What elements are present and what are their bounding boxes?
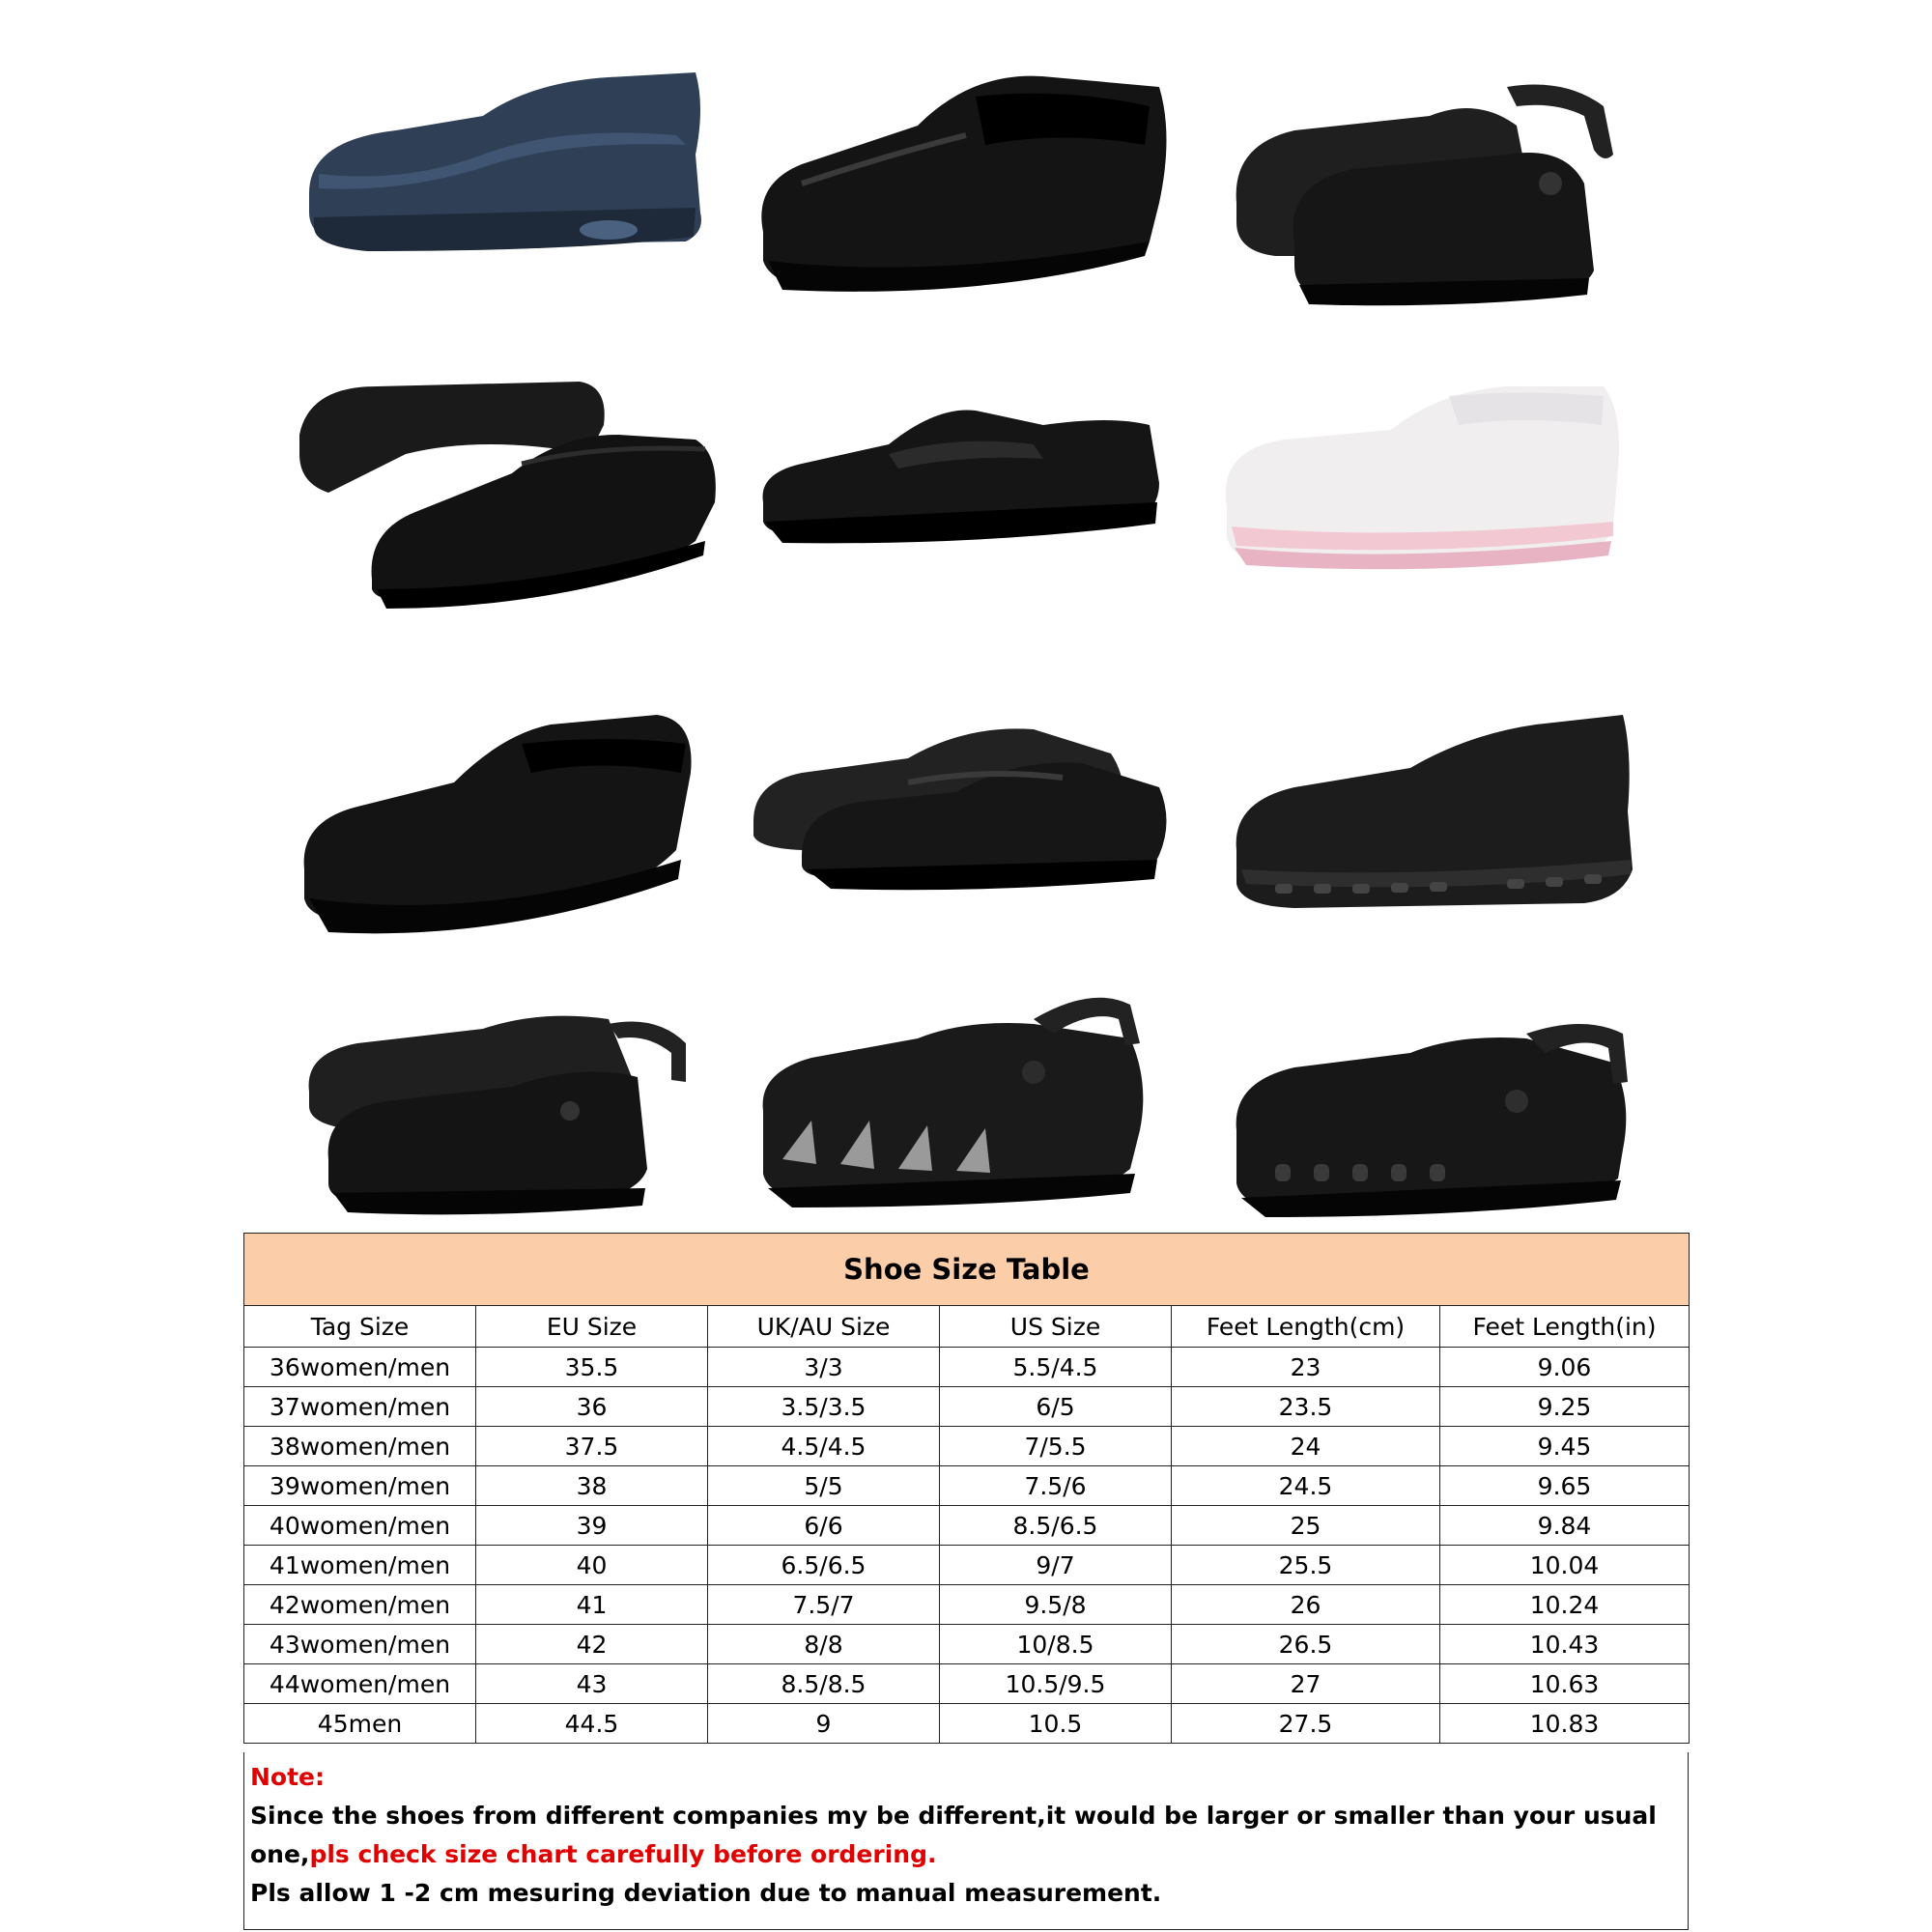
note-heading: Note: [250,1763,326,1791]
table-cell: 10.63 [1440,1664,1690,1704]
table-cell: 10/8.5 [940,1625,1172,1664]
note-text [250,1797,1682,1874]
column-header: Feet Length(cm) [1172,1306,1440,1348]
shoe-photo-black-slip-on-loafer [290,667,734,956]
table-cell: 7.5/6 [940,1466,1172,1506]
shoe-photo-black-strap-work-clog [1217,976,1662,1265]
table-row [244,1546,1690,1585]
table-row [244,1585,1690,1625]
table-cell: 42women/men [244,1585,476,1625]
table-cell: 43 [476,1664,708,1704]
table-cell: 24 [1172,1427,1440,1466]
table-cell: 9.45 [1440,1427,1690,1466]
table-cell: 5.5/4.5 [940,1348,1172,1387]
table-title: Shoe Size Table [244,1234,1690,1306]
table-cell: 5/5 [708,1466,940,1506]
table-cell: 6/6 [708,1506,940,1546]
note-text-red: pls check size chart carefully before ordering. [309,1840,937,1868]
note-text-black: Since the shoes from different companies my be different,it would be larger or smaller than your usual one, [250,1802,1657,1868]
table-cell: 6/5 [940,1387,1172,1427]
table-cell: 45men [244,1704,476,1744]
column-header: US Size [940,1306,1172,1348]
table-cell: 42 [476,1625,708,1664]
table-cell: 10.83 [1440,1704,1690,1744]
table-cell: 8.5/8.5 [708,1664,940,1704]
table-row [244,1466,1690,1506]
table-cell: 9.84 [1440,1506,1690,1546]
size-notes [243,1752,1689,1930]
column-header: Tag Size [244,1306,476,1348]
table-cell: 36 [476,1387,708,1427]
note-deviation: Pls allow 1 -2 cm mesuring deviation due to manual measurement. [250,1879,1162,1907]
table-cell: 23 [1172,1348,1440,1387]
table-cell: 8.5/6.5 [940,1506,1172,1546]
table-cell: 25 [1172,1506,1440,1546]
shoe-photo-black-vented-strap-clog [744,966,1188,1256]
table-cell: 9 [708,1704,940,1744]
table-row [244,1664,1690,1704]
table-cell: 36women/men [244,1348,476,1387]
table-title-row [244,1234,1690,1306]
product-photo-grid [290,39,1662,1227]
shoe-photo-black-strap-clog-pair-2 [290,966,734,1256]
shoe-photo-black-leather-loafer [744,367,1188,657]
table-cell: 9.25 [1440,1387,1690,1427]
table-cell: 27 [1172,1664,1440,1704]
table-cell: 35.5 [476,1348,708,1387]
table-cell: 26 [1172,1585,1440,1625]
table-row [244,1387,1690,1427]
table-cell: 10.04 [1440,1546,1690,1585]
table-cell: 40women/men [244,1506,476,1546]
shoe-photo-white-pink-slip-on-clog [1198,333,1642,623]
table-cell: 10.5/9.5 [940,1664,1172,1704]
shoe-photo-navy-slip-on-clog [290,48,734,338]
shoe-photo-black-textured-slip-on-shoe [744,39,1188,328]
table-cell: 9.06 [1440,1348,1690,1387]
table-cell: 44women/men [244,1664,476,1704]
table-cell: 25.5 [1172,1546,1440,1585]
table-row [244,1348,1690,1387]
table-cell: 23.5 [1172,1387,1440,1427]
table-cell: 40 [476,1546,708,1585]
table-cell: 37women/men [244,1387,476,1427]
shoe-photo-black-glossy-clog-pair [744,676,1188,966]
table-cell: 10.43 [1440,1625,1690,1664]
table-cell: 9.65 [1440,1466,1690,1506]
table-cell: 3/3 [708,1348,940,1387]
table-cell: 24.5 [1172,1466,1440,1506]
table-cell: 7/5.5 [940,1427,1172,1466]
table-header-row [244,1306,1690,1348]
table-cell: 3.5/3.5 [708,1387,940,1427]
table-cell: 10.24 [1440,1585,1690,1625]
shoe-size-table [243,1233,1690,1744]
table-cell: 6.5/6.5 [708,1546,940,1585]
column-header: EU Size [476,1306,708,1348]
shoe-photo-black-slip-on-shoe-pair [290,348,734,638]
column-header: Feet Length(in) [1440,1306,1690,1348]
table-row [244,1506,1690,1546]
table-cell: 7.5/7 [708,1585,940,1625]
table-cell: 9.5/8 [940,1585,1172,1625]
table-cell: 38women/men [244,1427,476,1466]
table-cell: 41women/men [244,1546,476,1585]
column-header: UK/AU Size [708,1306,940,1348]
table-cell: 27.5 [1172,1704,1440,1744]
shoe-photo-black-strap-clog-pair [1217,48,1662,338]
table-cell: 38 [476,1466,708,1506]
table-cell: 9/7 [940,1546,1172,1585]
table-row [244,1704,1690,1744]
table-cell: 4.5/4.5 [708,1427,940,1466]
table-cell: 39 [476,1506,708,1546]
table-cell: 41 [476,1585,708,1625]
table-cell: 44.5 [476,1704,708,1744]
table-cell: 10.5 [940,1704,1172,1744]
table-cell: 39women/men [244,1466,476,1506]
table-cell: 43women/men [244,1625,476,1664]
shoe-photo-black-closed-heel-clog [1217,676,1662,966]
table-row [244,1625,1690,1664]
table-row [244,1427,1690,1466]
table-cell: 26.5 [1172,1625,1440,1664]
table-cell: 8/8 [708,1625,940,1664]
table-cell: 37.5 [476,1427,708,1466]
